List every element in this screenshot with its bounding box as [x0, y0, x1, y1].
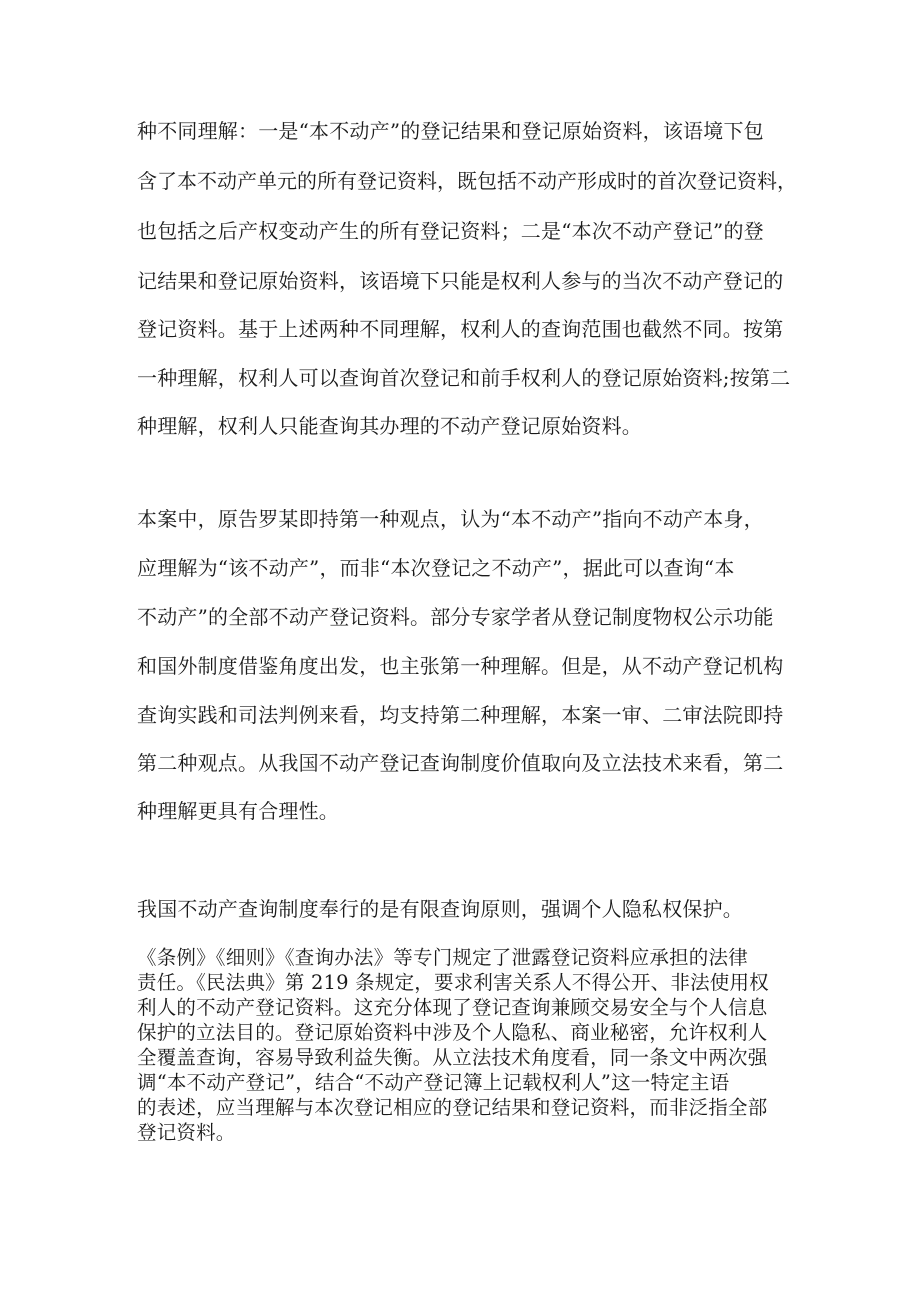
text-line: 也包括之后产权变动产生的所有登记资料；二是“本次不动产登记”的登 — [137, 219, 764, 243]
text-line: 我国不动产查询制度奉行的是有限查询原则，强调个人隐私权保护。 — [137, 897, 743, 921]
text-line: 种不同理解：一是“本不动产”的登记结果和登记原始资料，该语境下包 — [137, 119, 764, 143]
text-line: 一种理解，权利人可以查询首次登记和前手权利人的登记原始资料;按第二 — [137, 366, 791, 390]
text-line: 登记资料。基于上述两种不同理解，权利人的查询范围也截然不同。按第 — [137, 317, 784, 341]
text-line: 查询实践和司法判例来看，均支持第二种理解，本案一审、二审法院即持 — [137, 703, 784, 727]
text-line: 应理解为“该不动产”，而非“本次登记之不动产”，据此可以查询“本 — [137, 556, 735, 580]
text-line: 的表述，应当理解与本次登记相应的登记结果和登记资料，而非泛指全部 — [137, 1096, 768, 1119]
text-line: 种理解，权利人只能查询其办理的不动产登记原始资料。 — [137, 414, 642, 438]
text-line: 和国外制度借鉴角度出发，也主张第一种理解。但是，从不动产登记机构 — [137, 654, 784, 678]
text-line: 登记资料。 — [137, 1121, 236, 1144]
text-line: 利人的不动产登记资料。这充分体现了登记查询兼顾交易安全与个人信息 — [137, 996, 768, 1019]
text-line: 责任。《民法典》第 219 条规定，要求利害关系人不得公开、非法使用权 — [137, 971, 769, 994]
text-line: 含了本不动产单元的所有登记资料，既包括不动产形成时的首次登记资料， — [137, 169, 797, 193]
text-line: 保护的立法目的。登记原始资料中涉及个人隐私、商业秘密，允许权利人 — [137, 1021, 768, 1044]
text-line: 不动产”的全部不动产登记资料。部分专家学者从登记制度物权公示功能 — [137, 605, 774, 629]
text-line: 记结果和登记原始资料，该语境下只能是权利人参与的当次不动产登记的 — [137, 269, 784, 293]
text-line: 第二种观点。从我国不动产登记查询制度价值取向及立法技术来看，第二 — [137, 751, 784, 775]
text-line: 全覆盖查询，容易导致利益失衡。从立法技术角度看，同一条文中两次强 — [137, 1046, 768, 1069]
text-line: 本案中，原告罗某即持第一种观点，认为“本不动产”指向不动产本身， — [137, 507, 764, 531]
text-line: 《条例》《细则》《查询办法》等专门规定了泄露登记资料应承担的法律 — [137, 946, 748, 969]
text-line: 调“本不动产登记”，结合“不动产登记簿上记载权利人”这一特定主语 — [137, 1071, 730, 1094]
text-line: 种理解更具有合理性。 — [137, 799, 339, 823]
